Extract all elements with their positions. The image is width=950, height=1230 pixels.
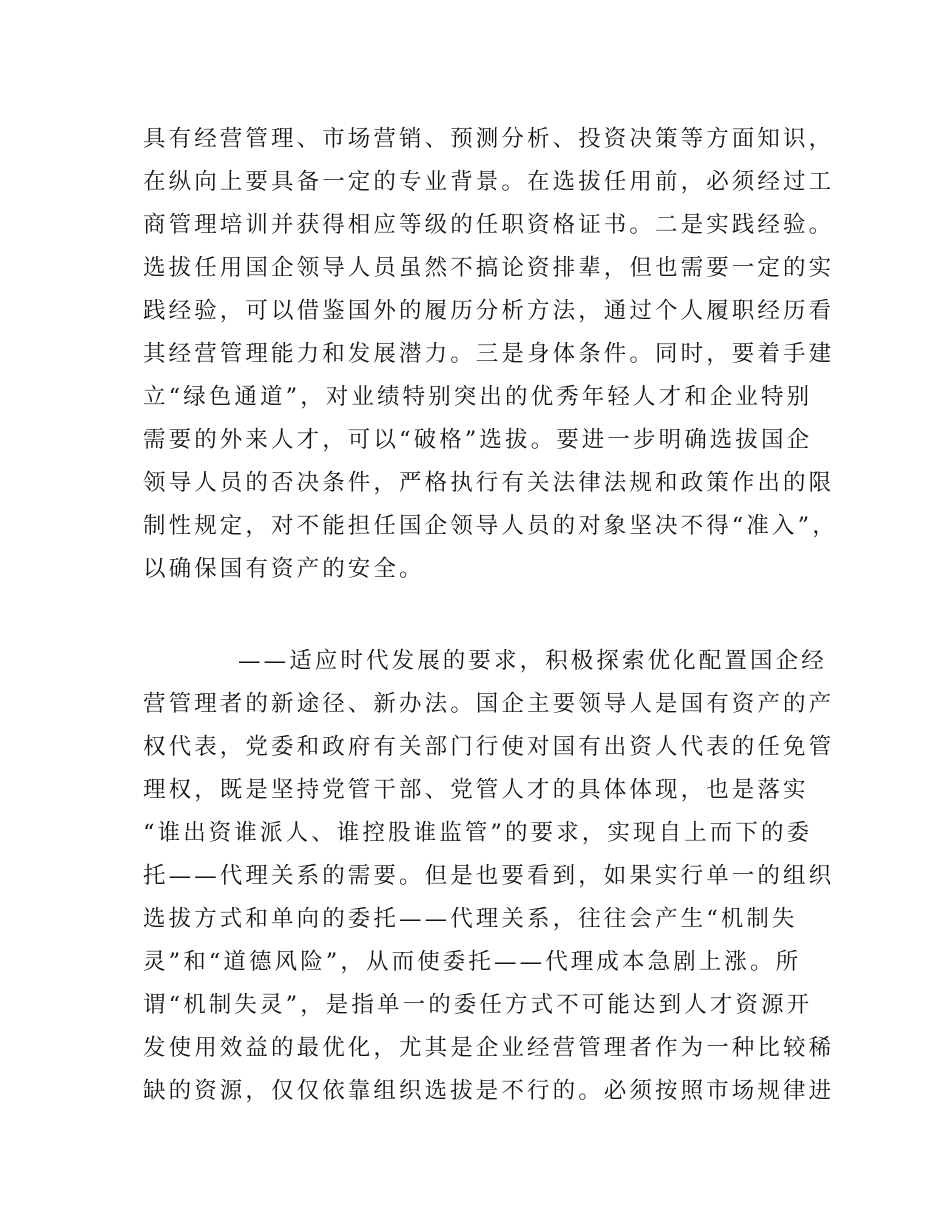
text-line: 领导人员的否决条件，严格执行有关法律法规和政策作出的限 <box>143 470 835 496</box>
text-line: 以确保国有资产的安全。 <box>143 556 425 582</box>
text-line: 具有经营管理、市场营销、预测分析、投资决策等方面知识， <box>143 126 835 152</box>
text-line: 立“绿色通道”，对业绩特别突出的优秀年轻人才和企业特别 <box>143 384 813 410</box>
text-line: 理权，既是坚持党管干部、党管人才的具体体现，也是落实 <box>143 777 809 803</box>
text-line: 践经验，可以借鉴国外的履历分析方法，通过个人履职经历看 <box>143 298 835 324</box>
text-line: 灵”和“道德风险”，从而使委托——代理成本急剧上涨。所 <box>143 949 802 975</box>
text-line: 商管理培训并获得相应等级的任职资格证书。二是实践经验。 <box>143 212 835 238</box>
text-line: 制性规定，对不能担任国企领导人员的对象坚决不得“准入”， <box>143 513 838 539</box>
text-line: 权代表，党委和政府有关部门行使对国有出资人代表的任免管 <box>143 734 835 760</box>
text-line: 在纵向上要具备一定的专业背景。在选拔任用前，必须经过工 <box>143 169 835 195</box>
text-line: 营管理者的新途径、新办法。国企主要领导人是国有资产的产 <box>143 691 835 717</box>
text-line: 需要的外来人才，可以“破格”选拔。要进一步明确选拔国企 <box>143 427 813 453</box>
text-line: 缺的资源，仅仅依靠组织选拔是不行的。必须按照市场规律进 <box>143 1078 835 1104</box>
text-line: 谓“机制失灵”，是指单一的委任方式不可能达到人才资源开 <box>143 992 813 1018</box>
text-line: 托——代理关系的需要。但是也要看到，如果实行单一的组织 <box>143 863 835 889</box>
text-line: 选拔任用国企领导人员虽然不搞论资排辈，但也需要一定的实 <box>143 255 835 281</box>
text-line: 其经营管理能力和发展潜力。三是身体条件。同时，要着手建 <box>143 341 835 367</box>
text-line: 发使用效益的最优化，尤其是企业经营管理者作为一种比较稀 <box>143 1035 835 1061</box>
text-line: “谁出资谁派人、谁控股谁监管”的要求，实现自上而下的委 <box>143 820 813 846</box>
text-line: ——适应时代发展的要求，积极探索优化配置国企经 <box>238 648 827 674</box>
text-line: 选拔方式和单向的委托——代理关系，往往会产生“机制失 <box>143 906 798 932</box>
